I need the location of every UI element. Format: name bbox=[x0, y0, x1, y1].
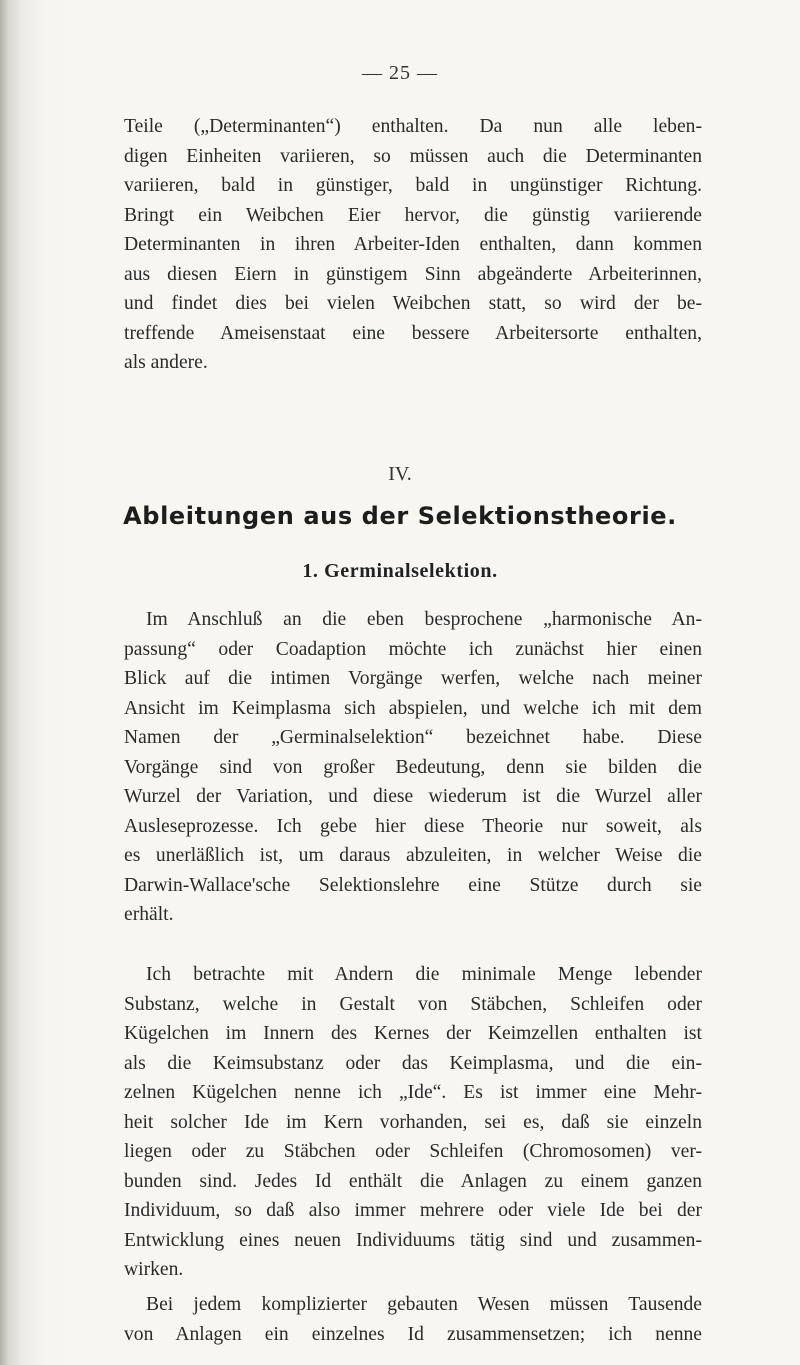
paragraph-3 bbox=[124, 960, 702, 1285]
text-line: Entwicklung eines neuen Individuums tätig sind und zusammen- bbox=[124, 1229, 702, 1251]
text-line: Darwin-Wallace'sche Selektionslehre eine Stütze durch sie bbox=[124, 874, 702, 896]
text-line: Im Anschluß an die eben besprochene „harmonische An- bbox=[146, 609, 702, 630]
text-line: erhält. bbox=[124, 904, 174, 925]
text-line: von Anlagen ein einzelnes Id zusammensetzen; ich nenne bbox=[124, 1323, 702, 1345]
text-line: Determinanten in ihren Arbeiter-Iden enthalten, dann kommen bbox=[124, 234, 702, 255]
section-subtitle: 1. Germinalselektion. bbox=[302, 560, 498, 582]
text-line: Blick auf die intimen Vorgänge werfen, welche nach meiner bbox=[124, 668, 702, 689]
text-line: Namen der „Germinalselektion“ bezeichnet habe. Diese bbox=[124, 727, 702, 748]
text-line: heit solcher Ide im Kern vorhanden, sei es, daß sie einzeln bbox=[124, 1111, 702, 1133]
text-line: passung“ oder Coadaption möchte ich zunächst hier einen bbox=[124, 638, 702, 660]
text-line: bunden sind. Jedes Id enthält die Anlagen zu einem ganzen bbox=[124, 1170, 702, 1192]
text-line: es unerläßlich ist, um daraus abzuleiten, in welcher Weise die bbox=[124, 845, 702, 866]
text-line: zelnen Kügelchen nenne ich „Ide“. Es ist immer eine Mehr- bbox=[124, 1082, 702, 1103]
text-line: Ich betrachte mit Andern die minimale Menge lebender bbox=[146, 964, 702, 985]
text-line: als andere. bbox=[124, 352, 208, 373]
paragraph-4 bbox=[124, 1290, 702, 1349]
text-line: wirken. bbox=[124, 1259, 184, 1280]
text-line: als die Keimsubstanz oder das Keimplasma, und die ein- bbox=[124, 1052, 702, 1074]
text-line: digen Einheiten variieren, so müssen auch die Determinanten bbox=[124, 145, 702, 167]
text-line: Individuum, so daß also immer mehrere oder viele Ide bei der bbox=[124, 1200, 702, 1221]
text-line: und findet dies bei vielen Weibchen statt, so wird der be- bbox=[124, 293, 702, 314]
page-number: — 25 — bbox=[362, 62, 438, 84]
text-line: treffende Ameisenstaat eine bessere Arbeitersorte enthalten, bbox=[124, 322, 702, 344]
text-line: variieren, bald in günstiger, bald in ungünstiger Richtung. bbox=[124, 175, 702, 196]
text-line: aus diesen Eiern in günstigem Sinn abgeänderte Arbeiterinnen, bbox=[124, 263, 702, 285]
text-line: Substanz, welche in Gestalt von Stäbchen, Schleifen oder bbox=[124, 993, 702, 1015]
text-line: Bringt ein Weibchen Eier hervor, die günstig variierende bbox=[124, 204, 702, 226]
section-title: Ableitungen aus der Selektionstheorie. bbox=[123, 502, 677, 530]
text-line: Kügelchen im Innern des Kernes der Keimzellen enthalten ist bbox=[124, 1023, 702, 1044]
paragraph-1 bbox=[124, 112, 702, 378]
section-number: IV. bbox=[388, 463, 412, 485]
text-line: Ausleseprozesse. Ich gebe hier diese Theorie nur soweit, als bbox=[124, 815, 702, 837]
text-line: Bei jedem komplizierter gebauten Wesen müssen Tausende bbox=[146, 1294, 702, 1315]
text-line: Teile („Determinanten“) enthalten. Da nun alle leben- bbox=[124, 116, 702, 137]
text-line: Vorgänge sind von großer Bedeutung, denn sie bilden die bbox=[124, 756, 702, 778]
text-line: liegen oder zu Stäbchen oder Schleifen (Chromosomen) ver- bbox=[124, 1141, 702, 1162]
paragraph-2 bbox=[124, 605, 702, 930]
text-line: Ansicht im Keimplasma sich abspielen, und welche ich mit dem bbox=[124, 697, 702, 719]
text-line: Wurzel der Variation, und diese wiederum ist die Wurzel aller bbox=[124, 786, 702, 807]
